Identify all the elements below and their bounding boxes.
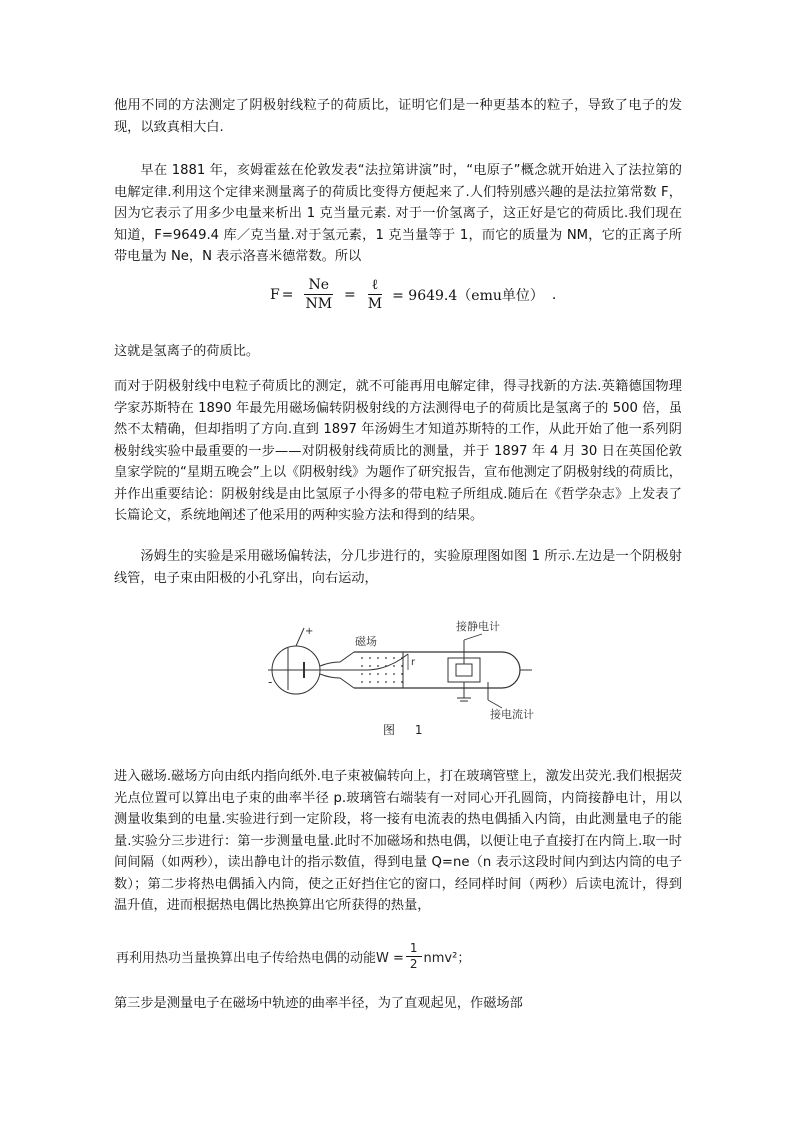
figure-caption: 图 1 bbox=[383, 723, 431, 737]
kinetic-energy-formula bbox=[116, 941, 470, 972]
radius-label: r bbox=[411, 657, 416, 668]
minus-label: - bbox=[268, 675, 273, 689]
paragraph-3: 这就是氢离子的荷质比。 bbox=[114, 344, 260, 359]
formula-equals: = bbox=[281, 286, 294, 303]
fraction-one-half bbox=[406, 941, 422, 972]
formula-lhs: F bbox=[270, 286, 280, 303]
glass-tube bbox=[354, 652, 520, 688]
fraction-ne-nm bbox=[301, 276, 336, 313]
plus-label: + bbox=[305, 626, 314, 637]
half-numerator: 1 bbox=[406, 941, 422, 957]
fraction-l-m bbox=[364, 276, 386, 313]
magnet-label: 磁场 bbox=[355, 635, 377, 648]
experiment-diagram bbox=[258, 618, 548, 728]
galvanometer-pointer bbox=[488, 700, 502, 708]
electrometer-pointer bbox=[464, 634, 482, 640]
formula-period: . bbox=[551, 286, 557, 303]
inner-cylinder bbox=[456, 664, 472, 676]
formula-rhs: = 9649.4（emu单位） bbox=[392, 287, 544, 304]
plus-lead bbox=[296, 628, 304, 646]
electron-beam bbox=[348, 654, 408, 670]
paragraph-6: 进入磁场.磁场方向由纸内指向纸外.电子束被偏转向上，打在玻璃管壁上，激发出荧光.我们根据荧光点位置可以算出电子束的曲率半径 p.玻璃管右端装有一对同心开孔圆筒，内筒接静电计，用以测量收集到的电量.实验进行到一定阶段，将一接有电流表的热电偶插入内筒，由此测量电子的能量.实验分三步进行：第一步测量电量.此时不加磁场和热电偶，以便让电子直接打在内筒上.取一时间间隔（如两秒），读出静电计的指示数值，得到电量 Q=ne（n 表示这段时间内到达内筒的电子数）；第二步将热电偶插入内筒，使之正好挡住它的窗口，经同样时间（两秒）后读电流计，得到温升值，进而根据热电偶比热换算出它所获得的热量， bbox=[114, 769, 682, 913]
formula-equals-2: = bbox=[344, 286, 356, 303]
paragraph-1: 他用不同的方法测定了阴极射线粒子的荷质比，证明它们是一种更基本的粒子，导致了电子的发现，以致真相大白. bbox=[114, 98, 682, 135]
galvanometer-label: 接电流计 bbox=[490, 708, 534, 721]
paragraph-2: 早在 1881 年，亥姆霍兹在伦敦发表“法拉第讲演”时，“电原子”概念就开始进入了法拉第的电解定律.利用这个定律来测量离子的荷质比变得方便起来了.人们特别感兴趣的是法拉第常数 F，因为它表示了用多少电量来析出 1 克当量元素. 对于一价氢离子，这正好是它的荷质比.我们现在知道，F=9649.4 库／克当量.对于氢元素，1 克当量等于 1，而它的质量为 NM，它的正离子所带电量为 Ne，N 表示洛喜米德常数。所以 bbox=[114, 163, 682, 264]
fraction-denominator: NM bbox=[305, 296, 333, 312]
half-denominator: 2 bbox=[409, 957, 418, 971]
kinetic-energy-text: 再利用热功当量换算出电子传给热电偶的动能W = bbox=[116, 951, 404, 966]
paragraph-7: 第三步是测量电子在磁场中轨迹的曲率半径，为了直观起见，作磁场部 bbox=[114, 996, 523, 1011]
formula-charge-mass-ratio bbox=[270, 276, 556, 313]
paragraph-4: 而对于阴极射线中电粒子荷质比的测定，就不可能再用电解定律，得寻找新的方法.英籍德国物理学家苏斯特在 1890 年最先用磁场偏转阴极射线的方法测得电子的荷质比是氢离子的 500 倍，虽然不太精确，但却指明了方向.直到 1897 年汤姆生才知道苏斯特的工作，从此开始了他一系列阴极射线实验中最重要的一步——对阴极射线荷质比的测量，并于 1897 年 4 月 30 日在英国伦敦皇家学院的“星期五晚会”上以《阴极射线》为题作了研究报告，宣布他测定了阴极射线的荷质比，并作出重要结论：阴极射线是由比氢原子小得多的带电粒子所组成.随后在《哲学杂志》上发表了长篇论文，系统地阐述了他采用的两种实验方法和得到的结果。 bbox=[114, 379, 682, 523]
kinetic-energy-tail: nmv²； bbox=[423, 951, 471, 966]
fraction-denominator-2: M bbox=[367, 296, 383, 312]
fraction-numerator-2: ℓ bbox=[368, 276, 383, 295]
tube-neck-top bbox=[320, 652, 354, 666]
electrometer-label: 接静电计 bbox=[456, 620, 500, 633]
paragraph-5: 汤姆生的实验是采用磁场偏转法，分几步进行的，实验原理图如图 1 所示.左边是一个阴极射线管，电子束由阳极的小孔穿出，向右运动， bbox=[114, 549, 682, 586]
tube-neck-bottom bbox=[320, 674, 354, 688]
fraction-numerator: Ne bbox=[304, 276, 333, 295]
